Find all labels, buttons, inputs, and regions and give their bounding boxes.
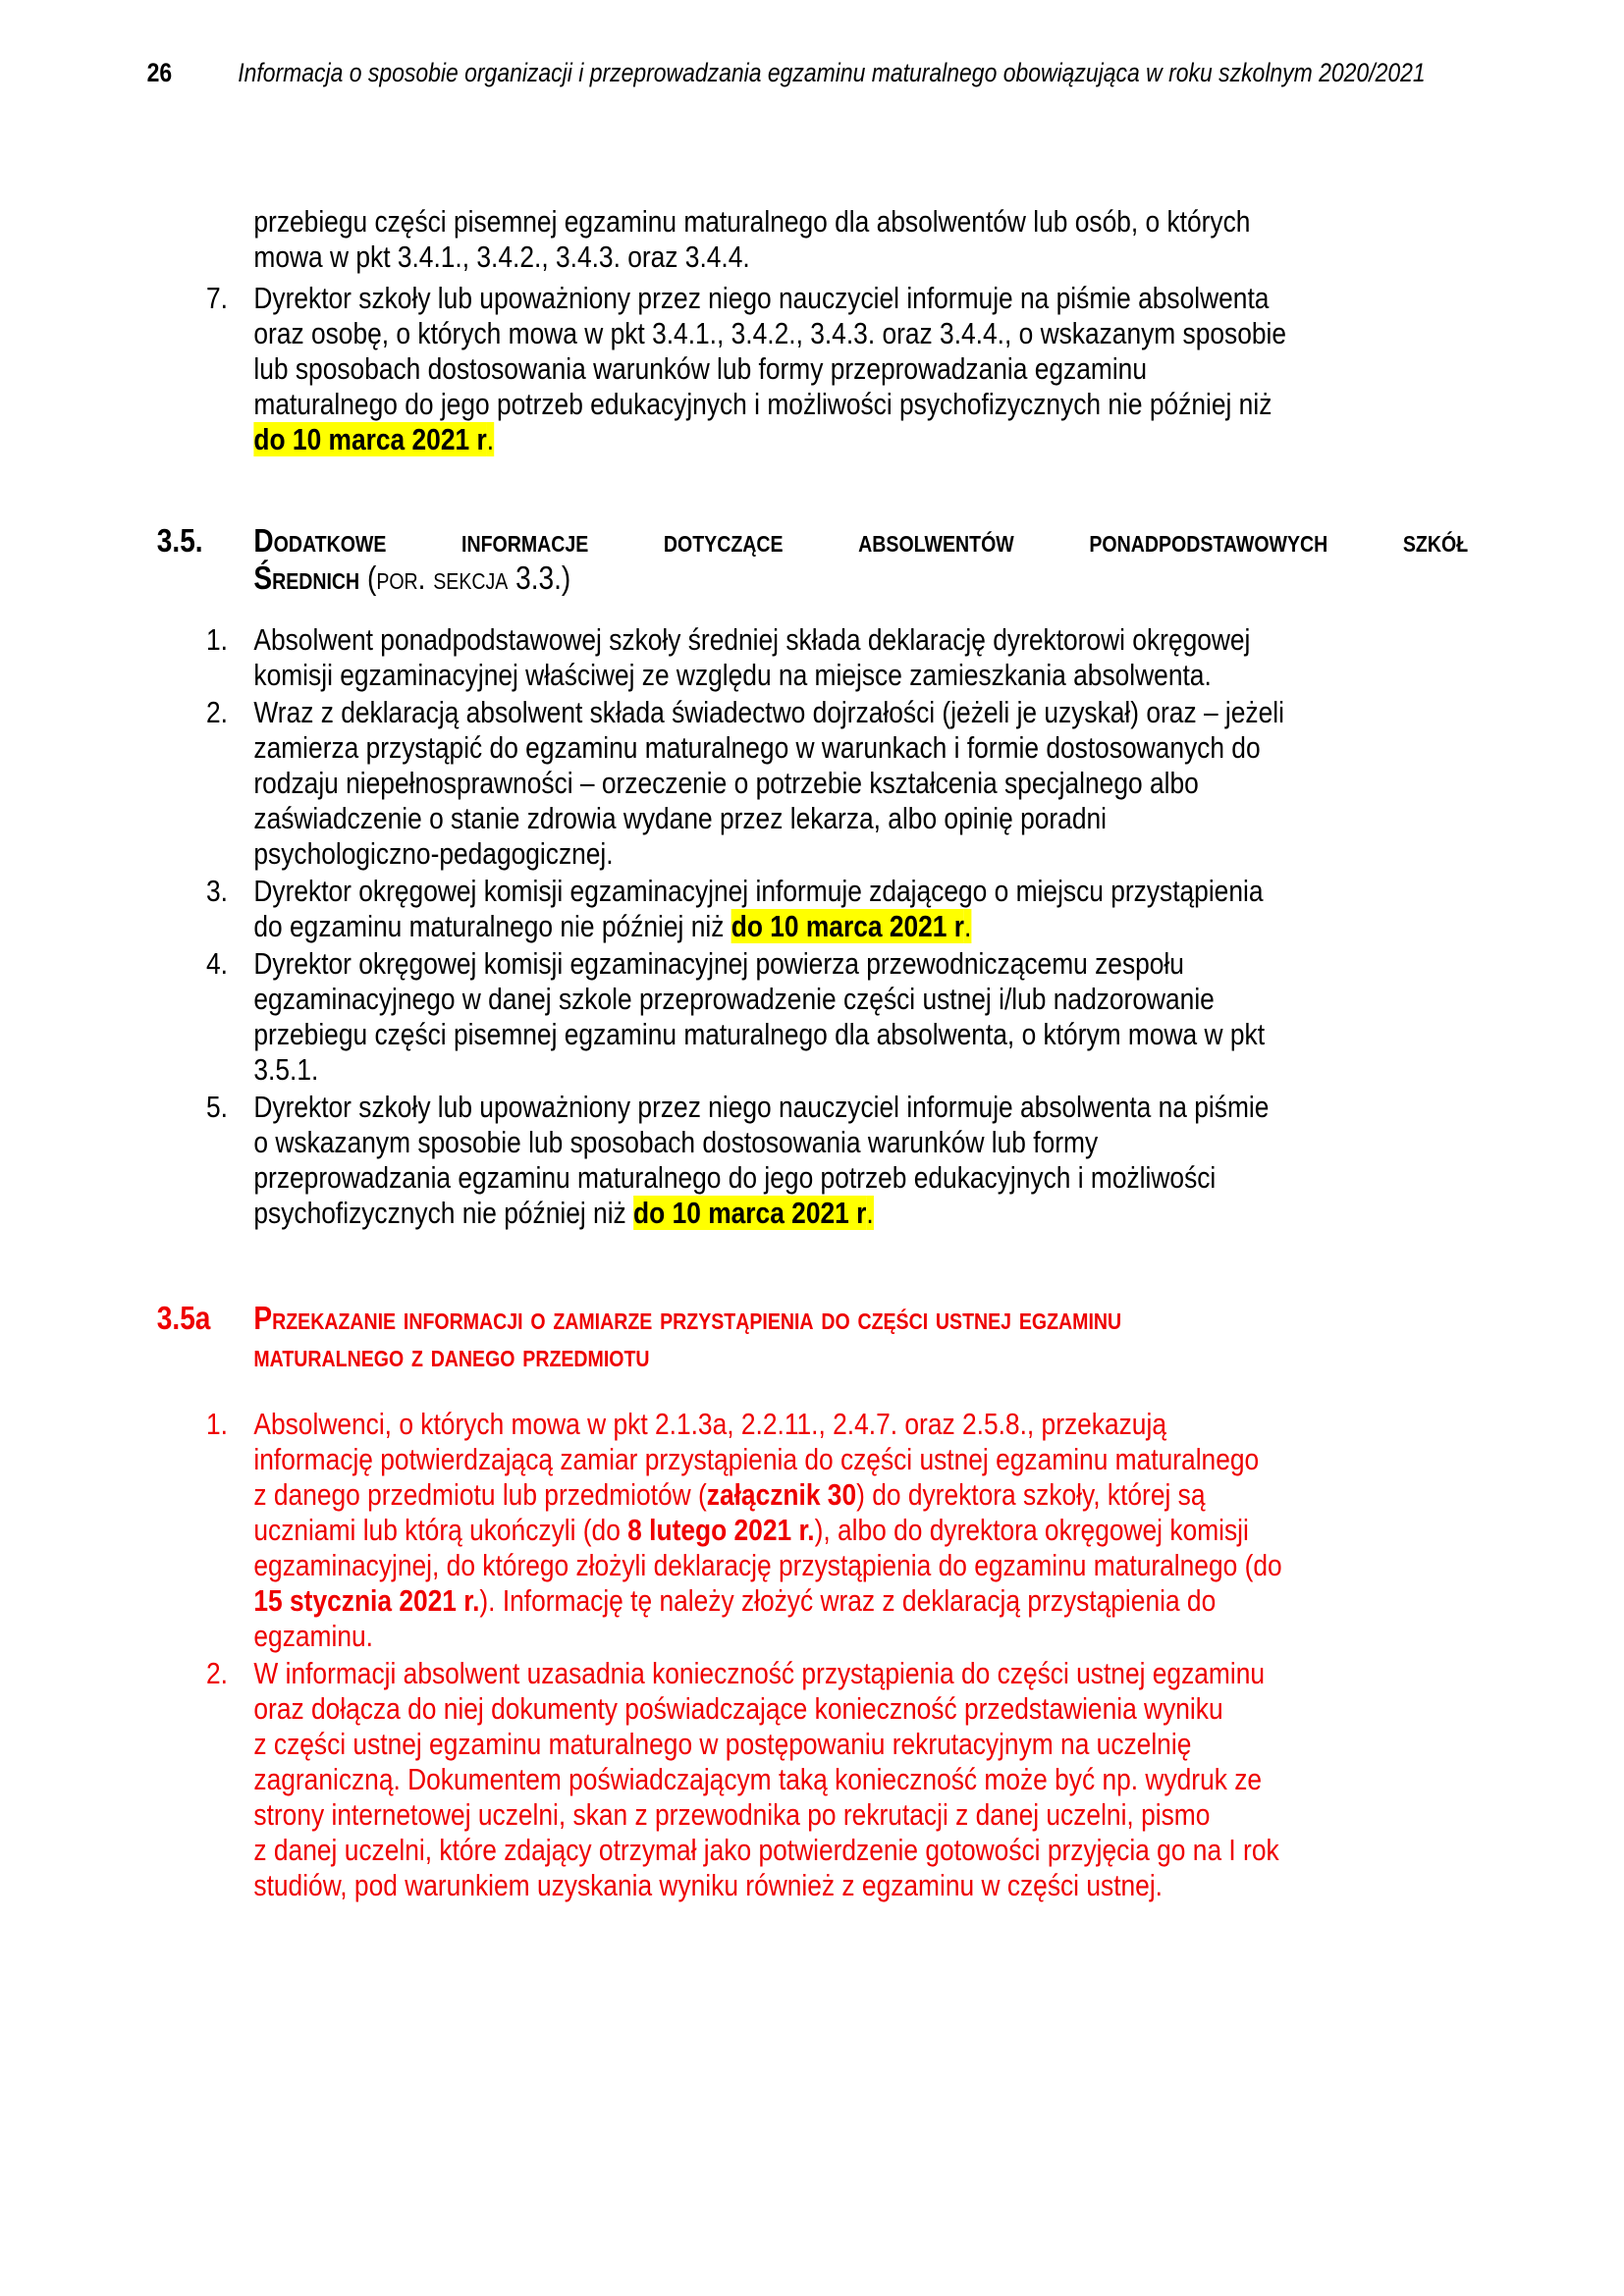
list-item-number: 1. [205, 622, 228, 657]
list-item-text: W informacji absolwent uzasadnia konieczność przystąpienia do części ustnej egzaminu oraz dołącza do niej dokumenty poświadczające konieczność przedstawienia wyniku z części ustnej egzaminu maturalnego w postępowaniu rekrutacyjnym na uczelnię zagraniczną. Dokumentem poświadczającym taką konieczność może być np. wydruk ze strony internetowej uczelni, skan z przewodnika po rekrutacji z danej uczelni, pismo z danej uczelni, które zdający otrzymał jako potwierdzenie gotowości przyjęcia go na I rok studiów, pod warunkiem uzyskania wyniku również z egzaminu w części ustnej. [253, 1656, 1279, 1902]
page-header-title: Informacja o sposobie organizacji i przeprowadzania egzaminu maturalnego obowiązująca w roku szkolnym 2020/2021 [238, 58, 1426, 87]
section-number: 3.5. [156, 522, 203, 559]
paragraph-continuation: przebiegu części pisemnej egzaminu maturalnego dla absolwentów lub osób, o których mowa w pkt 3.4.1., 3.4.2., 3.4.3. oraz 3.4.4. [253, 204, 1251, 274]
page-number: 26 [146, 58, 173, 87]
section-3-5a-heading [0, 1300, 1624, 1374]
section-3-5-list [0, 622, 1624, 1233]
list-item-text: Dyrektor szkoły lub upoważniony przez niego nauczyciel informuje absolwenta na piśmie o wskazanym sposobie lub sposobach dostosowania warunków lub formy przeprowadzania egzaminu maturalnego do jego potrzeb edukacyjnych i możliwości psychofizycznych nie później niż do 10 marca 2021 r. [253, 1090, 1270, 1230]
section-title: Przekazanie informacji o zamiarze przystąpienia do części ustnej egzaminu maturalnego z danego przedmiotu [253, 1300, 1122, 1373]
list-item-number: 4. [205, 946, 228, 981]
list-item [0, 1656, 1624, 1903]
section-3-4-continuation [0, 204, 1624, 459]
list-item [0, 1407, 1624, 1654]
list-item [0, 695, 1624, 872]
list-item-text: Absolwenci, o których mowa w pkt 2.1.3a, 2.2.11., 2.4.7. oraz 2.5.8., przekazują informację potwierdzającą zamiar przystąpienia do części ustnej egzaminu maturalnego z danego przedmiotu lub przedmiotów (załącznik 30) do dyrektora szkoły, której są uczniami lub którą ukończyli (do 8 lutego 2021 r.), albo do dyrektora okręgowej komisji egzaminacyjnej, do którego złożyli deklarację przystąpienia do egzaminu maturalnego (do 15 stycznia 2021 r.). Informację tę należy złożyć wraz z deklaracją przystąpienia do egzaminu. [253, 1407, 1282, 1653]
list-item [0, 622, 1624, 693]
list-item-number: 5. [205, 1090, 228, 1124]
list-item-text: Dyrektor szkoły lub upoważniony przez niego nauczyciel informuje na piśmie absolwenta oraz osobę, o których mowa w pkt 3.4.1., 3.4.2., 3.4.3. oraz 3.4.4., o wskazanym sposobie lub sposobach dostosowania warunków lub formy przeprowadzania egzaminu maturalnego do jego potrzeb edukacyjnych i możliwości psychofizycznych nie później niż do 10 marca 2021 r. [253, 281, 1287, 456]
section-number: 3.5a [156, 1300, 211, 1336]
page-header [0, 57, 1624, 88]
section-3-5a-list [0, 1407, 1624, 1905]
section-title: Dodatkowe informacje dotyczące absolwentów ponadpodstawowych szkół Średnich (por. sekcja 3.3.) [253, 522, 1469, 596]
list-item [0, 1090, 1624, 1231]
list-item-number: 2. [205, 1656, 228, 1690]
list-item-number: 7. [205, 281, 228, 315]
section-3-5-heading [0, 522, 1624, 597]
list-item-text: Wraz z deklaracją absolwent składa świadectwo dojrzałości (jeżeli je uzyskał) oraz – jeżeli zamierza przystąpić do egzaminu maturalnego w warunkach i formie dostosowanych do rodzaju niepełnosprawności – orzeczenie o potrzebie kształcenia specjalnego albo zaświadczenie o stanie zdrowia wydane przez lekarza, albo opinię poradni psychologiczno-pedagogicznej. [253, 695, 1284, 871]
list-item-number: 2. [205, 695, 228, 729]
list-item [0, 874, 1624, 944]
list-item [0, 946, 1624, 1088]
list-item-text: Dyrektor okręgowej komisji egzaminacyjnej powierza przewodniczącemu zespołu egzaminacyjnego w danej szkole przeprowadzenie części ustnej i/lub nadzorowanie przebiegu części pisemnej egzaminu maturalnego dla absolwenta, o którym mowa w pkt 3.5.1. [253, 946, 1266, 1087]
list-item-7 [0, 281, 1624, 457]
list-item-text: Absolwent ponadpodstawowej szkoły średniej składa deklarację dyrektorowi okręgowej komisji egzaminacyjnej właściwej ze względu na miejsce zamieszkania absolwenta. [253, 622, 1251, 692]
list-item-text: Dyrektor okręgowej komisji egzaminacyjnej informuje zdającego o miejscu przystąpienia do egzaminu maturalnego nie później niż do 10 marca 2021 r. [253, 874, 1264, 943]
list-item-number: 3. [205, 874, 228, 908]
list-item-number: 1. [205, 1407, 228, 1441]
